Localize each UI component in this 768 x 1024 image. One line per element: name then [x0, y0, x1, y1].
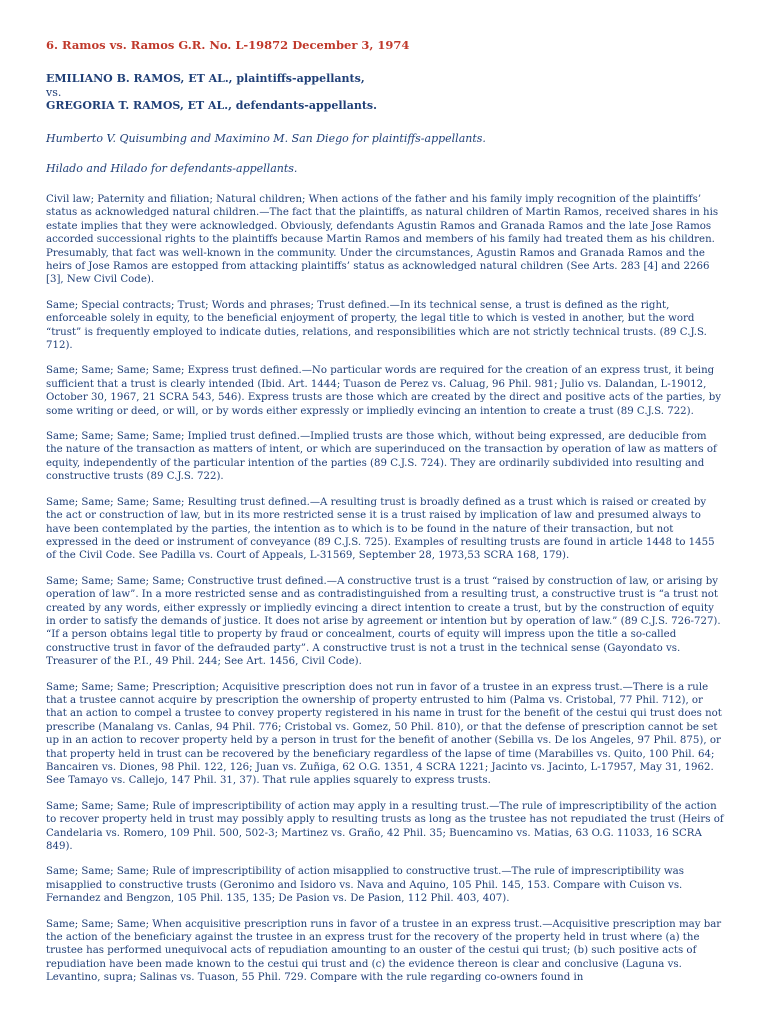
versus-line: vs. — [46, 85, 62, 99]
case-parties — [46, 72, 724, 113]
counsel-plaintiffs: Humberto V. Quisumbing and Maximino M. San Diego for plaintiffs-appellants. — [46, 131, 486, 145]
case-title: 6. Ramos vs. Ramos G.R. No. L-19872 December 3, 1974 — [46, 38, 410, 52]
syllabus-paragraph: Same; Same; Same; Same; Constructive trust defined.—A constructive trust is a trust “raised by construction of law, or arising by operation of law”. In a more restricted sense and as contradistinguished from a resulting trust, a constructive trust is “a trust not created by any words, either expressly or impliedly evincing a direct intention to create a trust, but by the construction of equity in order to satisfy the demands of justice. It does not arise by agreement or intention but by operation of law.” (89 C.J.S. 726-727). “If a person obtains legal title to property by fraud or concealment, courts of equity will impress upon the title a so-called constructive trust in favor of the defrauded party”. A constructive trust is not a trust in the technical sense (Gayondato vs. Treasurer of the P.I., 49 Phil. 244; See Art. 1456, Civil Code). — [46, 575, 721, 668]
syllabus-paragraph: Same; Same; Same; Prescription; Acquisitive prescription does not run in favor of a trustee in an express trust.—There is a rule that a trustee cannot acquire by prescription the ownership of property entrusted to him (Palma vs. Cristobal, 77 Phil. 712), or that an action to compel a trustee to convey property registered in his name in trust for the benefit of the cestui qui trust does not prescribe (Manalang vs. Canlas, 94 Phil. 776; Cristobal vs. Gomez, 50 Phil. 810), or that the defense of prescription cannot be set up in an action to recover property held by a person in trust for the benefit of another (Sebilla vs. De los Angeles, 97 Phil. 875), or that property held in trust can be recovered by the beneficiary regardless of the lapse of time (Marabilles vs. Quito, 100 Phil. 64; Bancairen vs. Diones, 98 Phil. 122, 126; Juan vs. Zuñiga, 62 O.G. 1351, 4 SCRA 1221; Jacinto vs. Jacinto, L-17957, May 31, 1962. See Tamayo vs. Callejo, 147 Phil. 31, 37). That rule applies squarely to express trusts. — [46, 681, 722, 787]
defendants-line: GREGORIA T. RAMOS, ET AL., defendants-appellants. — [46, 99, 377, 113]
syllabus-paragraph: Civil law; Paternity and filiation; Natural children; When actions of the father and his family imply recognition of the plaintiffs’ status as acknowledged natural children.—The fact that the plaintiffs, as natural children of Martin Ramos, received shares in his estate implies that they were acknowledged. Obviously, defendants Agustin Ramos and Granada Ramos and the late Jose Ramos accorded successional rights to the plaintiffs because Martin Ramos and members of his family had treated them as his children. Presumably, that fact was well-known in the community. Under the circumstances, Agustin Ramos and Granada Ramos and the heirs of Jose Ramos are estopped from attacking plaintiffs’ status as acknowledged natural children (See Arts. 283 [4] and 2266 [3], New Civil Code). — [46, 193, 719, 286]
syllabus-paragraph: Same; Same; Same; When acquisitive prescription runs in favor of a trustee in an express trust.—Acquisitive prescription may bar the action of the beneficiary against the trustee in an express trust for the recovery of the property held in trust where (a) the trustee has performed unequivocal acts of repudiation amounting to an ouster of the cestui qui trust; (b) such positive acts of repudiation have been made known to the cestui qui trust and (c) the evidence thereon is clear and conclusive (Laguna vs. Levantino, supra; Salinas vs. Tuason, 55 Phil. 729. Compare with the rule regarding co-owners found in — [46, 918, 722, 984]
syllabus-paragraph: Same; Same; Same; Same; Resulting trust defined.—A resulting trust is broadly defined as a trust which is raised or created by the act or construction of law, but in its more restricted sense it is a trust raised by implication of law and presumed always to have been contemplated by the parties, the intention as to which is to be found in the nature of their transaction, but not expressed in the deed or instrument of conveyance (89 C.J.S. 725). Examples of resulting trusts are found in article 1448 to 1455 of the Civil Code. See Padilla vs. Court of Appeals, L-31569, September 28, 1973,53 SCRA 168, 179). — [46, 496, 715, 562]
syllabus-paragraph: Same; Same; Same; Rule of imprescriptibility of action misapplied to constructive trust.—The rule of imprescriptibility was misapplied to constructive trusts (Geronimo and Isidoro vs. Nava and Aquino, 105 Phil. 145, 153. Compare with Cuison vs. Fernandez and Bengzon, 105 Phil. 135, 135; De Pasion vs. De Pasion, 112 Phil. 403, 407). — [46, 866, 684, 905]
syllabus-paragraph: Same; Special contracts; Trust; Words and phrases; Trust defined.—In its technical sense, a trust is defined as the right, enforceable solely in equity, to the beneficial enjoyment of property, the legal title to which is vested in another, but the word “trust” is frequently employed to indicate duties, relations, and responsibilities which are not strictly technical trusts. (89 C.J.S. 712). — [46, 299, 707, 352]
plaintiffs-line: EMILIANO B. RAMOS, ET AL., plaintiffs-appellants, — [46, 72, 365, 85]
syllabus-paragraph: Same; Same; Same; Same; Implied trust defined.—Implied trusts are those which, without being expressed, are deducible from the nature of the transaction as matters of intent, or which are superinduced on the transaction by operation of law as matters of equity, independently of the particular intention of the parties (89 C.J.S. 724). They are ordinarily subdivided into resulting and constructive trusts (89 C.J.S. 722). — [46, 431, 717, 483]
counsel-defendants: Hilado and Hilado for defendants-appellants. — [46, 162, 298, 176]
syllabus-paragraph: Same; Same; Same; Rule of imprescriptibility of action may apply in a resulting trust.—The rule of imprescriptibility of the action to recover property held in trust may possibly apply to resulting trusts as long as the trustee has not repudiated the trust (Heirs of Candelaria vs. Romero, 109 Phil. 500, 502-3; Martinez vs. Graño, 42 Phil. 35; Buencamino vs. Matias, 63 O.G. 11033, 16 SCRA 849). — [46, 800, 724, 853]
syllabus-paragraph: Same; Same; Same; Same; Express trust defined.—No particular words are required for the creation of an express trust, it being sufficient that a trust is clearly intended (Ibid. Art. 1444; Tuason de Perez vs. Caluag, 96 Phil. 981; Julio vs. Dalandan, L-19012, October 30, 1967, 21 SCRA 543, 546). Express trusts are those which are created by the direct and positive acts of the parties, by some writing or deed, or will, or by words either expressly or impliedly evincing an intention to create a trust (89 C.J.S. 722). — [46, 365, 722, 417]
